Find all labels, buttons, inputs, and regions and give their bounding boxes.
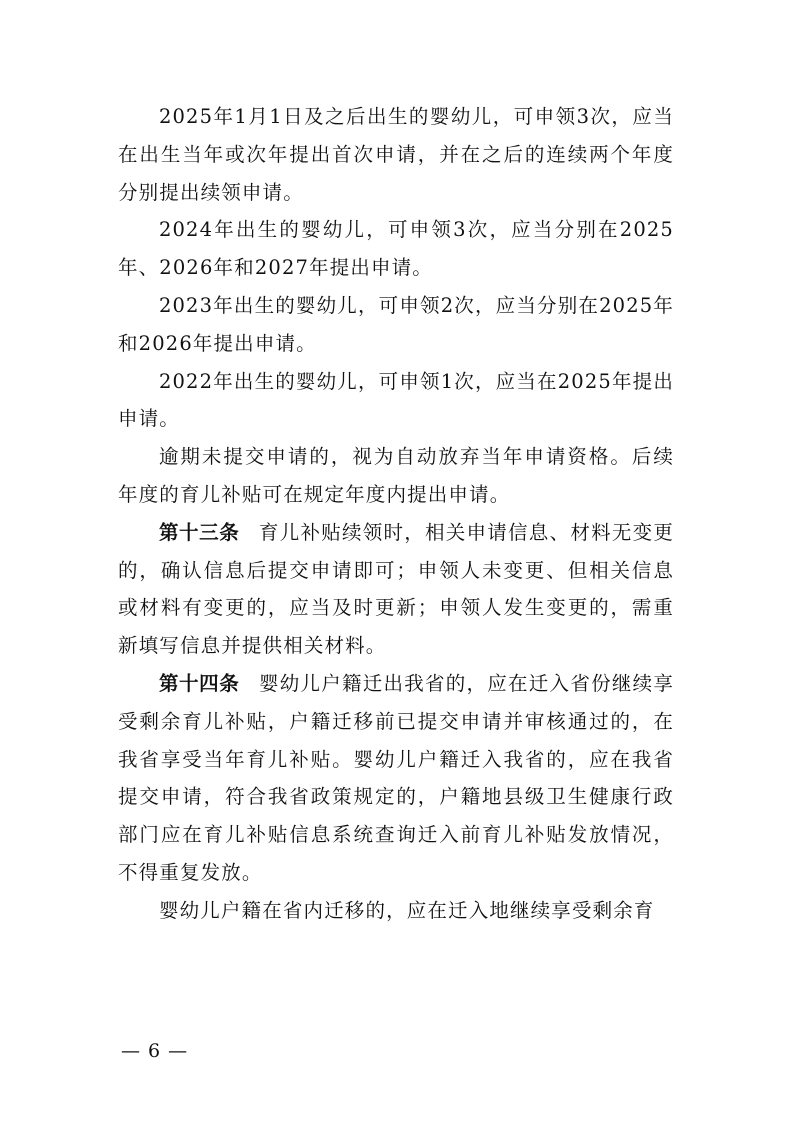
paragraph-birth-2022 bbox=[118, 363, 674, 439]
article-14 bbox=[118, 665, 674, 892]
paragraph-text: 2023年出生的婴幼儿，可申领2次，应当分别在2025年和2026年提出申请。 bbox=[118, 293, 674, 355]
article-number: 第十四条 bbox=[158, 671, 240, 695]
article-number: 第十三条 bbox=[158, 520, 240, 544]
document-body bbox=[118, 98, 674, 930]
paragraph-text: 2024年出生的婴幼儿，可申领3次，应当分别在2025年、2026年和2027年提出申请。 bbox=[118, 218, 674, 280]
paragraph-text: 逾期未提交申请的，视为自动放弃当年申请资格。后续年度的育儿补贴可在规定年度内提出申请。 bbox=[118, 445, 674, 506]
paragraph-text: 婴幼儿户籍在省内迁移的，应在迁入地继续享受剩余育 bbox=[158, 898, 655, 922]
article-text: 育儿补贴续领时，相关申请信息、材料无变更的，确认信息后提交申请即可；申领人未变更、但相关信息或材料有变更的，应当及时更新；申领人发生变更的，需重新填写信息并提供相关材料。 bbox=[118, 520, 674, 658]
article-text: 婴幼儿户籍迁出我省的，应在迁入省份继续享受剩余育儿补贴，户籍迁移前已提交申请并审核通过的，在我省享受当年育儿补贴。婴幼儿户籍迁入我省的，应在我省提交申请，符合我省政策规定的，户籍地县级卫生健康行政部门应在育儿补贴信息系统查询迁入前育儿补贴发放情况，不得重复发放。 bbox=[118, 671, 674, 884]
paragraph-birth-2023 bbox=[118, 287, 674, 363]
paragraph-text: 2025年1月1日及之后出生的婴幼儿，可申领3次，应当在出生当年或次年提出首次申请，并在之后的连续两个年度分别提出续领申请。 bbox=[118, 105, 674, 204]
article-13 bbox=[118, 514, 674, 665]
paragraph-birth-2024 bbox=[118, 211, 674, 287]
paragraph-text: 2022年出生的婴幼儿，可申领1次，应当在2025年提出申请。 bbox=[118, 369, 674, 431]
paragraph-overdue bbox=[118, 438, 674, 514]
page-number: — 6 — bbox=[121, 1040, 189, 1062]
paragraph-birth-2025-onward bbox=[118, 98, 674, 211]
paragraph-intra-province-migration bbox=[118, 892, 674, 930]
